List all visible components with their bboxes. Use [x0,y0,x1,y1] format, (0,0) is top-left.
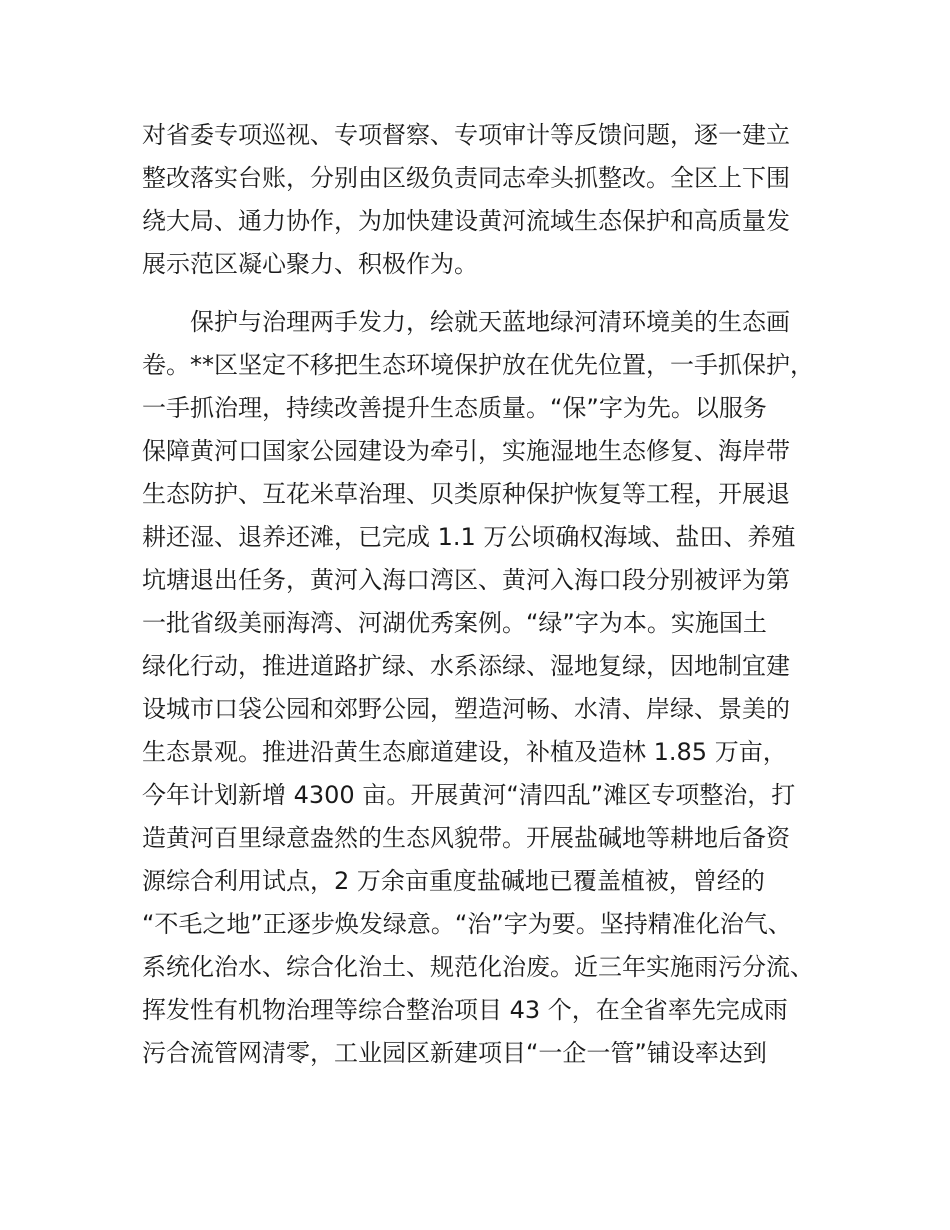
text-line: 一批省级美丽海湾、河湖优秀案例。“绿”字为本。实施国土 [142,609,767,637]
text-line: 绿化行动，推进道路扩绿、水系添绿、湿地复绿，因地制宜建 [142,652,790,680]
text-line: 一手抓治理，持续改善提升生态质量。“保”字为先。以服务 [142,394,767,422]
text-line: 对省委专项巡视、专项督察、专项审计等反馈问题，逐一建立 [142,121,790,149]
text-line: 设城市口袋公园和郊野公园，塑造河畅、水清、岸绿、景美的 [142,695,790,723]
text-line: 保障黄河口国家公园建设为牵引，实施湿地生态修复、海岸带 [142,437,790,465]
paragraph-1 [142,114,842,286]
text-line: 卷。**区坚定不移把生态环境保护放在优先位置，一手抓保护， [142,351,814,379]
text-line: 污合流管网清零，工业园区新建项目“一企一管”铺设率达到 [142,1039,767,1067]
paragraph-2 [142,301,842,1075]
text-line: 绕大局、通力协作，为加快建设黄河流域生态保护和高质量发 [142,207,790,235]
text-line: 坑塘退出任务，黄河入海口湾区、黄河入海口段分别被评为第 [142,566,790,594]
text-line: 生态防护、互花米草治理、贝类原种保护恢复等工程，开展退 [142,480,790,508]
text-line: 耕还湿、退养还滩，已完成 1.1 万公顷确权海域、盐田、养殖 [142,523,796,551]
text-line: 挥发性有机物治理等综合整治项目 43 个，在全省率先完成雨 [142,996,788,1024]
text-line: 系统化治水、综合化治土、规范化治废。近三年实施雨污分流、 [142,953,814,981]
text-line: 保护与治理两手发力，绘就天蓝地绿河清环境美的生态画 [142,308,790,336]
text-line: 生态景观。推进沿黄生态廊道建设，补植及造林 1.85 万亩， [142,738,787,766]
text-line: “不毛之地”正逐步焕发绿意。“治”字为要。坚持精准化治气、 [142,910,792,938]
text-line: 展示范区凝心聚力、积极作为。 [142,250,478,278]
text-line: 造黄河百里绿意盎然的生态风貌带。开展盐碱地等耕地后备资 [142,824,790,852]
text-line: 今年计划新增 4300 亩。开展黄河“清四乱”滩区专项整治，打 [142,781,796,809]
text-line: 整改落实台账，分别由区级负责同志牵头抓整改。全区上下围 [142,164,790,192]
text-line: 源综合利用试点，2 万余亩重度盐碱地已覆盖植被，曾经的 [142,867,765,895]
